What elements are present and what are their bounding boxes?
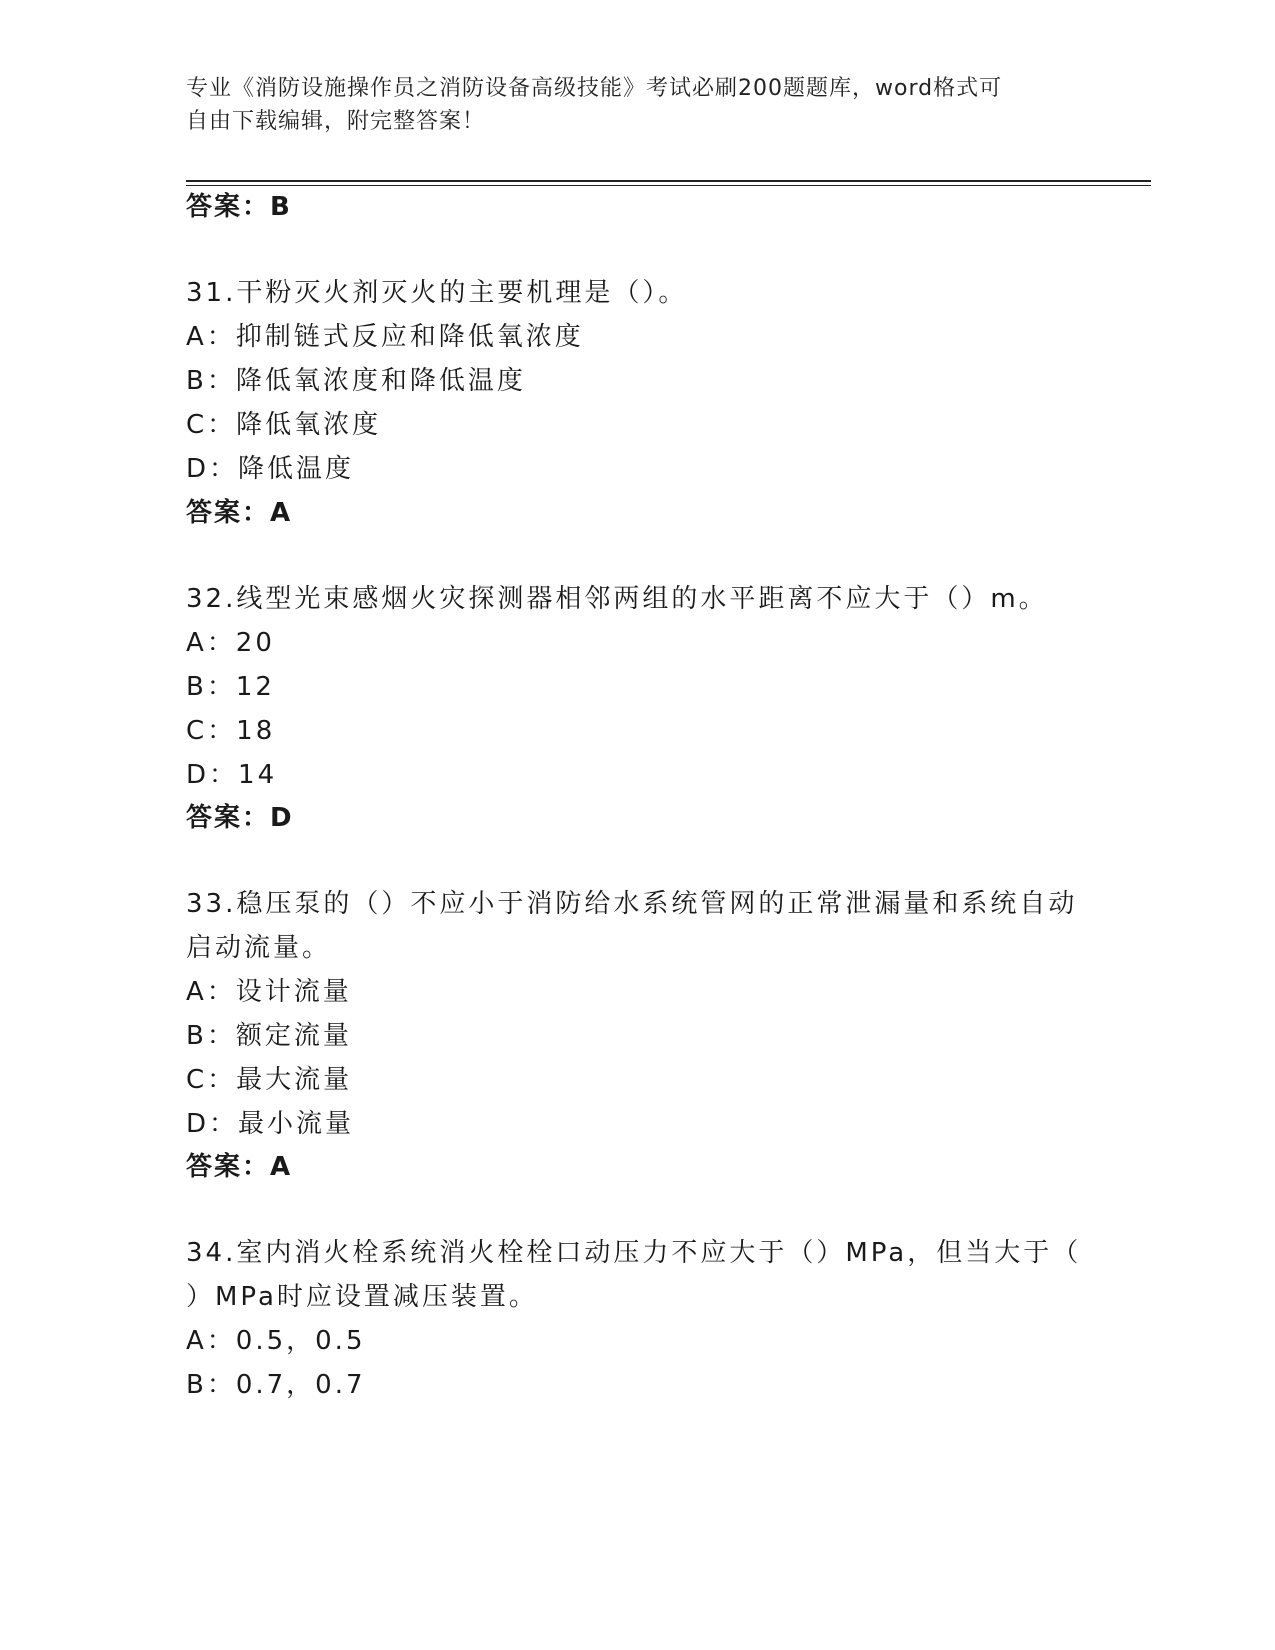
question-33-answer: 答案：A: [186, 1152, 293, 1182]
question-33-option-b: B：额定流量: [186, 1021, 352, 1051]
question-33-option-c: C：最大流量: [186, 1065, 353, 1095]
question-31-option-c: C：降低氧浓度: [186, 410, 382, 440]
question-33-stem-line-2: 启动流量。: [186, 933, 332, 963]
prev-answer: 答案：B: [186, 192, 292, 222]
header-line-2: 自由下载编辑，附完整答案！: [186, 109, 486, 134]
question-31-option-d: D：降低温度: [186, 454, 355, 484]
question-34-stem-line-1: 34.室内消火栓系统消火栓栓口动压力不应大于（）MPa，但当大于（: [186, 1238, 1082, 1268]
header-divider-thick: [186, 180, 1151, 182]
document-header: [186, 72, 1086, 138]
question-33-stem-line-1: 33.稳压泵的（）不应小于消防给水系统管网的正常泄漏量和系统自动: [186, 889, 1078, 919]
header-line-1: 专业《消防设施操作员之消防设备高级技能》考试必刷200题题库，word格式可: [186, 76, 1003, 101]
question-33-option-a: A：设计流量: [186, 977, 352, 1007]
question-32-option-c: C：18: [186, 716, 276, 746]
question-34-stem-line-2: ）MPa时应设置减压装置。: [186, 1282, 538, 1312]
question-34-option-b: B：0.7，0.7: [186, 1370, 366, 1400]
question-32-option-d: D：14: [186, 760, 278, 790]
header-divider-thin: [186, 185, 1151, 186]
question-31-option-a: A：抑制链式反应和降低氧浓度: [186, 322, 584, 352]
question-31-stem: 31.干粉灭火剂灭火的主要机理是（）。: [186, 278, 688, 308]
question-32-option-a: A：20: [186, 628, 275, 658]
question-32-option-b: B：12: [186, 672, 275, 702]
question-33-option-d: D：最小流量: [186, 1109, 355, 1139]
question-32-stem: 32.线型光束感烟火灾探测器相邻两组的水平距离不应大于（）m。: [186, 584, 1048, 614]
question-34-option-a: A：0.5，0.5: [186, 1326, 366, 1356]
question-32-answer: 答案：D: [186, 803, 294, 833]
question-31-option-b: B：降低氧浓度和降低温度: [186, 366, 526, 396]
question-31-answer: 答案：A: [186, 498, 293, 528]
